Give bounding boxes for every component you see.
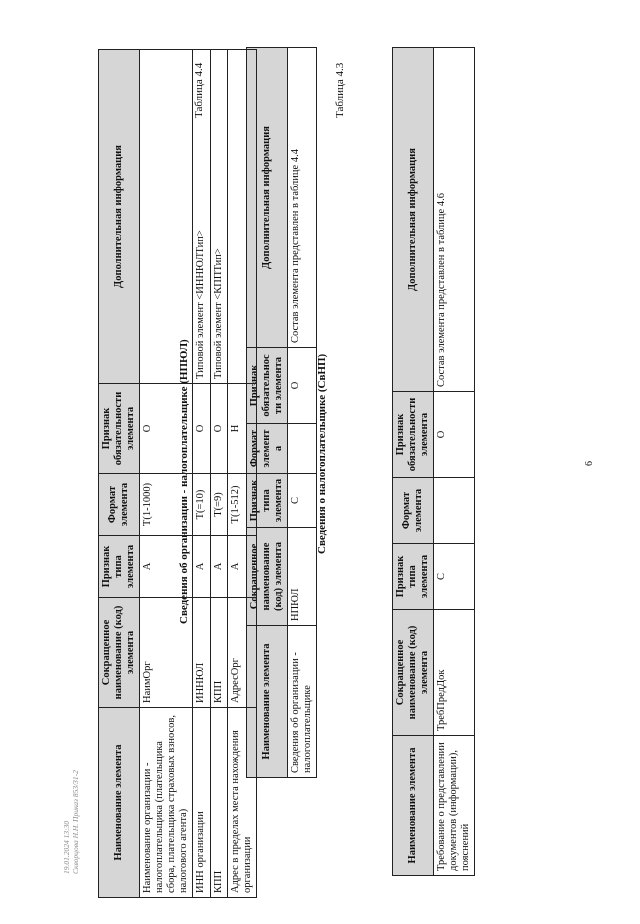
table-row xyxy=(210,50,227,898)
table-cell xyxy=(140,50,193,384)
table-cell: АдресОрг xyxy=(227,598,256,708)
table-header-row xyxy=(393,48,434,876)
table-cell: А xyxy=(193,536,210,598)
table-cell: С xyxy=(288,474,317,528)
table-cell xyxy=(227,50,256,384)
column-header: Признак обязательности элемента xyxy=(99,384,140,474)
table-cell: Н xyxy=(227,384,256,474)
table-cell: T(1-512) xyxy=(227,474,256,536)
column-header: Наименование элемента xyxy=(393,736,434,876)
table-cell: Требование о представлении документов (информации), пояснений xyxy=(434,736,475,876)
table-cell xyxy=(288,424,317,474)
table-row xyxy=(140,50,193,898)
signature-stamp xyxy=(62,770,80,874)
table-cell: T(=10) xyxy=(193,474,210,536)
table-cell: О xyxy=(210,384,227,474)
table-cell: О xyxy=(140,384,193,474)
table-cell: Состав элемента представлен в таблице 4.6 xyxy=(434,48,475,392)
table-cell: А xyxy=(227,536,256,598)
table-cell: T(1-1000) xyxy=(140,474,193,536)
table-organization-info xyxy=(98,49,257,898)
column-header: Сокращенное наименование (код) элемента xyxy=(393,610,434,736)
table-cell: О xyxy=(193,384,210,474)
table-cell: А xyxy=(140,536,193,598)
table-cell: T(=9) xyxy=(210,474,227,536)
table-cell: О xyxy=(288,348,317,424)
table-cell xyxy=(434,478,475,544)
table-cell: КПП xyxy=(210,598,227,708)
table-title-svnp: Сведения о налогоплательщике (СвНП) xyxy=(316,353,328,554)
column-header: Дополнительная информация xyxy=(99,50,140,384)
table-cell: ТребПредДок xyxy=(434,610,475,736)
table-cell: Типовой элемент <ИННЮЛТип> xyxy=(193,50,210,384)
table-row xyxy=(434,48,475,876)
table-cell: ИННЮЛ xyxy=(193,598,210,708)
table-cell: НПЮЛ xyxy=(288,528,317,626)
table-row xyxy=(193,50,210,898)
column-header: Сокращенное наименование (код) элемента xyxy=(99,598,140,708)
column-header: Признак обязательности элемента xyxy=(393,392,434,478)
column-header: Признак типа элемента xyxy=(393,544,434,610)
table-caption-4-3: Таблица 4.3 xyxy=(334,62,346,118)
column-header: Признак типа элемента xyxy=(99,536,140,598)
column-header: Формат элемента xyxy=(247,424,288,474)
table-title-npul: Сведения об организации - налогоплательщике (НПЮЛ) xyxy=(178,339,190,624)
column-header: Формат элемента xyxy=(99,474,140,536)
column-header: Формат элемента xyxy=(393,478,434,544)
table-row xyxy=(227,50,256,898)
table-cell: ИНН организации xyxy=(193,708,210,898)
column-header: Признак типа элемента xyxy=(247,474,288,528)
stamp-signer: Скворцова Н.Н. Приказ 853/31-2 xyxy=(71,770,80,874)
table-caption-4-4: Таблица 4.4 xyxy=(193,62,205,118)
table-taxpayer-info xyxy=(246,47,317,778)
table-cell: Наименование организации - налогоплательщика (плательщика сбора, плательщика страховых взносов, налогового агента) xyxy=(140,708,193,898)
column-header: Дополнительная информация xyxy=(393,48,434,392)
column-header: Дополнительная информация xyxy=(247,48,288,348)
table-requirement xyxy=(392,47,475,876)
table-cell: С xyxy=(434,544,475,610)
stamp-date: 19.01.2024 13:30 xyxy=(62,820,71,874)
table-row xyxy=(288,48,317,778)
table-cell: Состав элемента представлен в таблице 4.4 xyxy=(288,48,317,348)
column-header: Признак обязательности элемента xyxy=(247,348,288,424)
column-header: Сокращенное наименование (код) элемента xyxy=(247,528,288,626)
table-cell: А xyxy=(210,536,227,598)
table-cell: Типовой элемент <КППТип> xyxy=(210,50,227,384)
column-header: Наименование элемента xyxy=(99,708,140,898)
table-cell: Сведения об организации - налогоплательщике xyxy=(288,626,317,778)
column-header: Наименование элемента xyxy=(247,626,288,778)
table-cell: КПП xyxy=(210,708,227,898)
table-header-row xyxy=(99,50,140,898)
page-number: 6 xyxy=(584,461,595,466)
table-cell: О xyxy=(434,392,475,478)
table-cell: Адрес в пределах места нахождения организации xyxy=(227,708,256,898)
table-cell: НаимОрг xyxy=(140,598,193,708)
